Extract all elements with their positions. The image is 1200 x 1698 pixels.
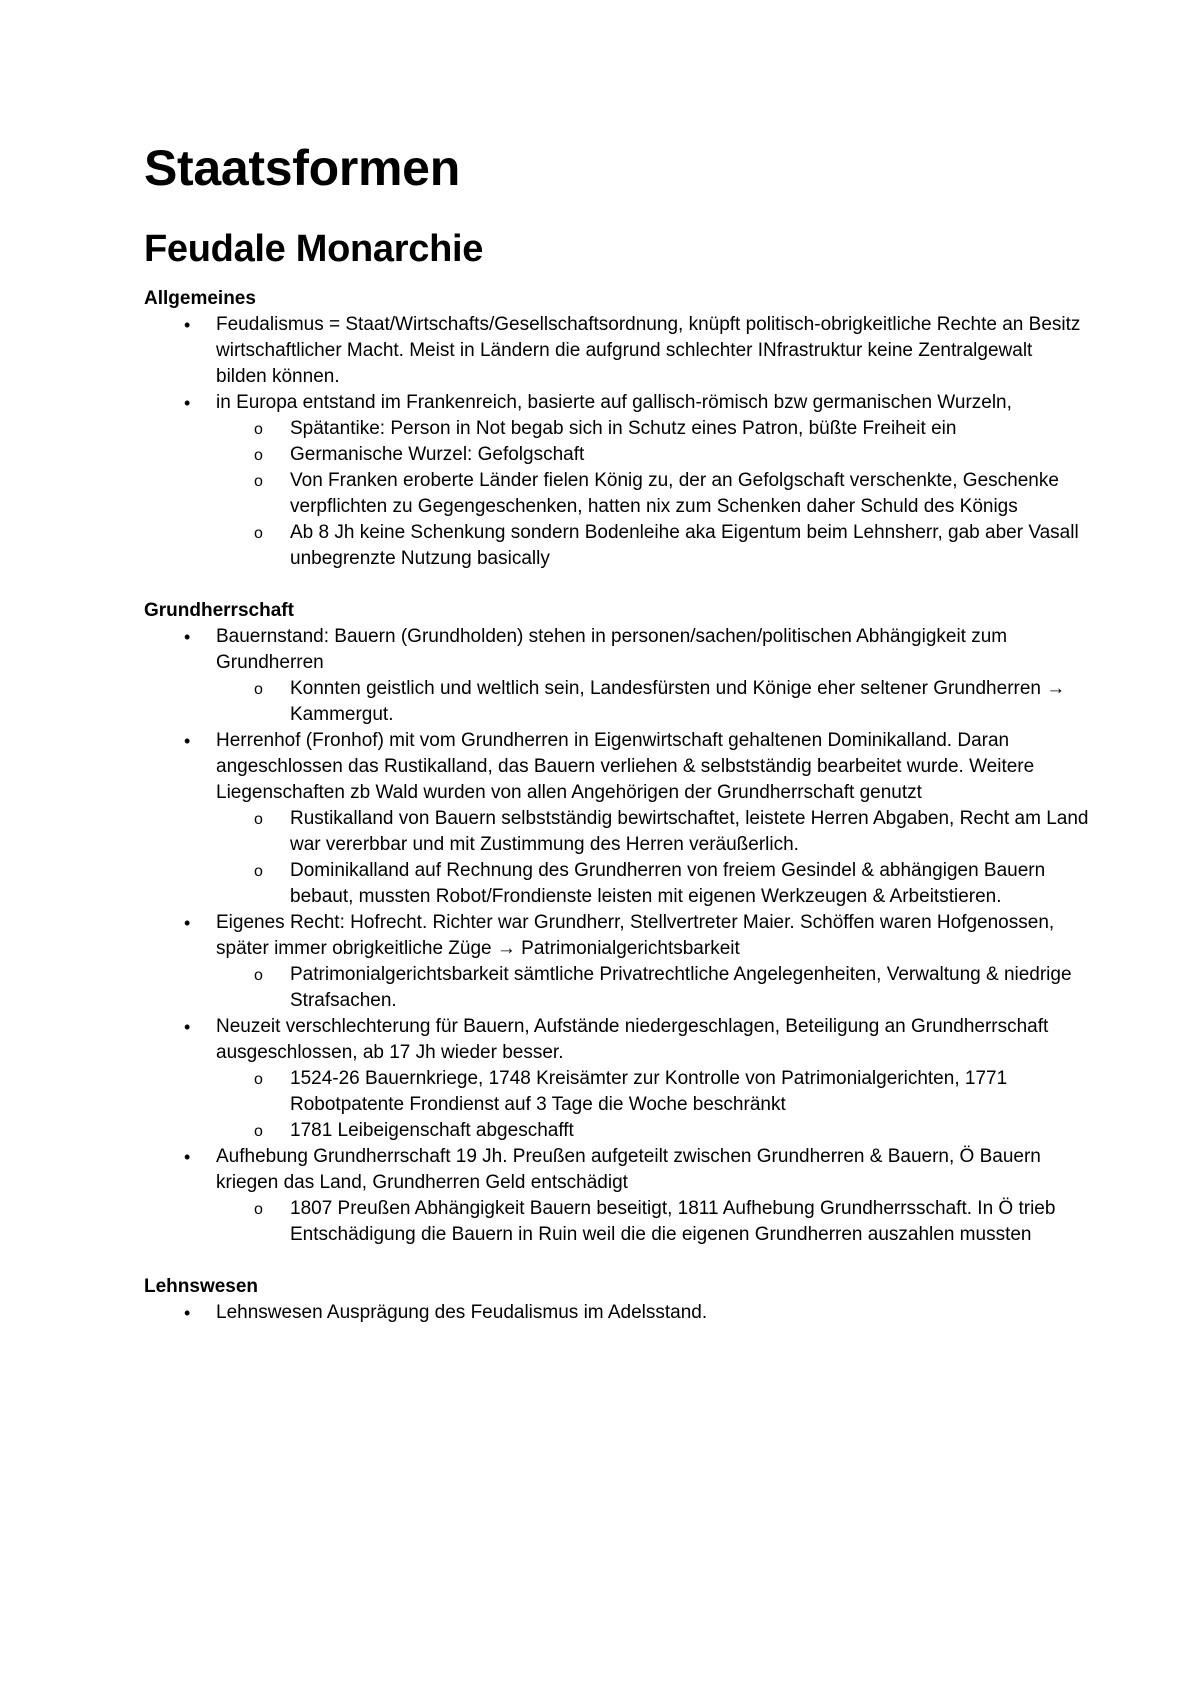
sub-bullet-icon: o [254,421,263,438]
section-heading: Allgemeines [144,288,256,309]
sub-bullet-icon: o [254,447,263,464]
sub-bullet-icon: o [254,525,263,542]
list-item [144,1014,1080,1144]
bullet-icon: • [184,315,191,335]
bullet-icon: • [184,393,191,413]
sub-bullet-list [216,1196,1080,1248]
bullet-icon: • [184,1303,191,1323]
sub-bullet-icon: o [254,473,263,490]
sub-list-item [216,442,1080,468]
list-item-text: Bauernstand: Bauern (Grundholden) stehen in personen/sachen/politischen Abhängigkeit zum Grundherren [216,626,1008,673]
sub-bullet-icon: o [254,1201,263,1218]
sub-bullet-icon: o [254,811,263,828]
sub-list-item-text: Patrimonialgerichtsbarkeit sämtliche Privatrechtliche Angelegenheiten, Verwaltung & niedrige Strafsachen. [290,964,1072,1011]
sub-bullet-icon: o [254,967,263,984]
list-item-text: Neuzeit verschlechterung für Bauern, Aufstände niedergeschlagen, Beteiligung an Grundherrschaft ausgeschlossen, ab 17 Jh wieder besser. [216,1016,1049,1063]
section-heading: Lehnswesen [144,1276,259,1297]
sub-list-item-text: Germanische Wurzel: Gefolgschaft [290,444,585,465]
list-item-text: Lehnswesen Ausprägung des Feudalismus im Adelsstand. [216,1302,708,1323]
sub-bullet-icon: o [254,1123,263,1140]
bullet-icon: • [184,1147,191,1167]
list-item [144,910,1080,1014]
sub-list-item [216,806,1089,858]
sub-list-item-text: Konnten geistlich und weltlich sein, Landesfürsten und Könige eher seltener Grundherren → Kammergut. [290,678,1066,725]
sub-list-item [216,1196,1080,1248]
document-body [144,286,1089,1326]
sub-list-item-text: Spätantike: Person in Not begab sich in Schutz eines Patron, büßte Freiheit ein [290,418,957,439]
sub-bullet-icon: o [254,1071,263,1088]
sub-list-item [216,858,1080,910]
sub-list-item [216,962,1080,1014]
list-item [144,312,1080,390]
document-title: Staatsformen [144,140,460,196]
list-item [144,1300,1080,1326]
sub-bullet-list [216,962,1080,1014]
list-item-text: in Europa entstand im Frankenreich, basierte auf gallisch-römisch bzw germanischen Wurzeln, [216,392,1012,413]
sub-list-item [216,1118,1080,1144]
sub-list-item [216,416,1080,442]
list-item [144,728,1089,910]
sub-list-item [216,676,1080,728]
sub-list-item-text: 1781 Leibeigenschaft abgeschafft [290,1120,574,1141]
sub-bullet-icon: o [254,681,263,698]
sub-list-item-text: Ab 8 Jh keine Schenkung sondern Bodenleihe aka Eigentum beim Lehnsherr, gab aber Vasall unbegrenzte Nutzung basically [290,522,1079,569]
section-spacer [144,572,1080,598]
sub-bullet-list [216,1066,1080,1144]
section-spacer [144,1248,1080,1274]
list-item [144,624,1080,728]
list-item-text: Herrenhof (Fronhof) mit vom Grundherren in Eigenwirtschaft gehaltenen Dominikalland. Daran angeschlossen das Rustikalland, das Bauern verliehen & selbstständig bearbeitet wurde. Weitere Liegenschaften zb Wald wurden von allen Angehörigen der Grundherrschaft genutzt [216,730,1035,803]
bullet-list [144,624,1089,1248]
sub-list-item-text: Von Franken eroberte Länder fielen König zu, der an Gefolgschaft verschenkte, Geschenke verpflichten zu Gegengeschenken, hatten nix zum Schenken daher Schuld des Königs [290,470,1059,517]
sub-list-item [216,468,1080,520]
bullet-icon: • [184,1017,191,1037]
sub-bullet-icon: o [254,863,263,880]
list-item-text: Feudalismus = Staat/Wirtschafts/Gesellschaftsordnung, knüpft politisch-obrigkeitliche Rechte an Besitz wirtschaftlicher Macht. Meist in Ländern die aufgrund schlechter INfrastruktur keine Zentralgewalt bilden können. [216,314,1081,387]
sub-bullet-list [216,676,1080,728]
sub-list-item [216,520,1080,572]
sub-bullet-list [216,806,1089,910]
section-heading: Grundherrschaft [144,600,294,621]
bullet-icon: • [184,913,191,933]
list-item-text: Aufhebung Grundherrschaft 19 Jh. Preußen aufgeteilt zwischen Grundherren & Bauern, Ö Bauern kriegen das Land, Grundherren Geld entschädigt [216,1146,1041,1193]
bullet-icon: • [184,627,191,647]
sub-list-item [216,1066,1080,1118]
list-item-text: Eigenes Recht: Hofrecht. Richter war Grundherr, Stellvertreter Maier. Schöffen waren Hofgenossen, später immer obrigkeitliche Züge → Patrimonialgerichtsbarkeit [216,912,1055,959]
bullet-list [144,1300,1080,1326]
sub-list-item-text: Rustikalland von Bauern selbstständig bewirtschaftet, leistete Herren Abgaben, Recht am Land war vererbbar und mit Zustimmung des Herren veräußerlich. [290,808,1089,855]
sub-list-item-text: 1524-26 Bauernkriege, 1748 Kreisämter zur Kontrolle von Patrimonialgerichten, 1771 Robotpatente Frondienst auf 3 Tage die Woche beschränkt [290,1068,1008,1115]
list-item [144,1144,1080,1248]
sub-bullet-list [216,416,1080,572]
sub-list-item-text: Dominikalland auf Rechnung des Grundherren von freiem Gesindel & abhängigen Bauern bebaut, mussten Robot/Frondienste leisten mit eigenen Werkzeugen & Arbeitstieren. [290,860,1046,907]
bullet-list [144,312,1080,572]
bullet-icon: • [184,731,191,751]
list-item [144,390,1080,572]
heading-feudale-monarchie: Feudale Monarchie [144,228,484,270]
sub-list-item-text: 1807 Preußen Abhängigkeit Bauern beseitigt, 1811 Aufhebung Grundherrsschaft. In Ö trieb Entschädigung die Bauern in Ruin weil die die eigenen Grundherren auszahlen mussten [290,1198,1056,1245]
